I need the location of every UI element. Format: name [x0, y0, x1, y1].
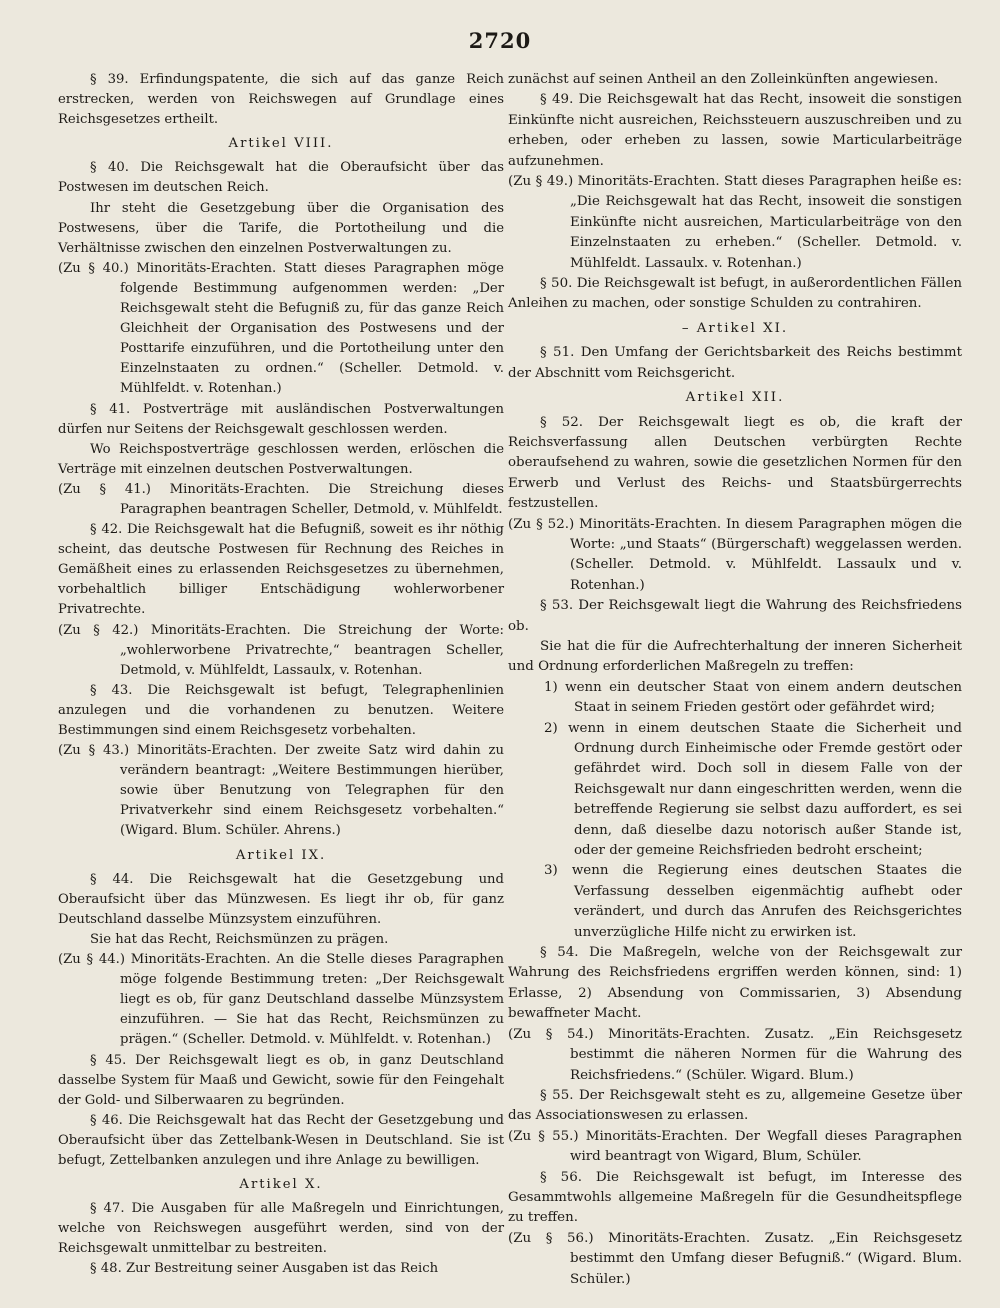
minority-opinion: (Zu § 40.) Minoritäts-Erachten. Statt dieses Paragraphen möge folgende Bestimmung aufgenommen werden: „Der Reichsgewalt steht die Befugniß zu, für das ganze Reich Gleichheit der Organisation des Postwesens und der Posttarife einzuführen, und die Portotheilung unter den Einzelnstaaten zu ordnen.“ (Scheller. Detmold. v. Mühlfeldt. v. Rotenhan.) — [58, 260, 504, 397]
paragraph: § 50. Die Reichsgewalt ist befugt, in außerordentlichen Fällen Anleihen zu machen, oder sonstige Schulden zu contrahiren. — [508, 276, 962, 312]
article-heading: Artikel X. — [239, 1177, 323, 1193]
paragraph: § 42. Die Reichsgewalt hat die Befugniß, soweit es ihr nöthig scheint, das deutsche Postwesen für Rechnung des Reiches in Gemäßheit eines zu erlassenden Reichsgesetzes zu übernehmen, vorbehaltlich billiger Entschädigung wohlerworbener Privatrechte. — [58, 522, 504, 618]
article-heading: Artikel VIII. — [228, 136, 334, 152]
minority-opinion: (Zu § 44.) Minoritäts-Erachten. An die Stelle dieses Paragraphen möge folgende Bestimmung treten: „Der Reichsgewalt liegt es ob, für ganz Deutschland dasselbe Münzsystem einzuführen. — Sie hat das Recht, Reichsmünzen zu prägen.“ (Scheller. Detmold. v. Mühlfeldt. v. Rotenhan.) — [58, 952, 504, 1048]
minority-opinion: (Zu § 54.) Minoritäts-Erachten. Zusatz. „Ein Reichsgesetz bestimmt die näheren Normen für die Wahrung des Reichsfriedens.“ (Schüler. Wigard. Blum.) — [508, 1026, 962, 1083]
paragraph: § 48. Zur Bestreitung seiner Ausgaben ist das Reich — [90, 1261, 439, 1277]
paragraph: § 49. Die Reichsgewalt hat das Recht, insoweit die sonstigen Einkünfte nicht ausreichen, Reichssteuern auszuschreiben und zu erheben, oder erheben zu lassen, sowie Marticularbeiträge aufzunehmen. — [508, 92, 962, 169]
list-item: 3) wenn die Regierung eines deutschen Staates die Verfassung desselben eigenmächtig aufhebt oder verändert, und durch das Anrufen des Reichsgerichtes unverzügliche Hilfe nicht zu erwirken ist. — [544, 863, 962, 940]
article-heading: – Artikel XI. — [681, 320, 789, 336]
minority-opinion: (Zu § 52.) Minoritäts-Erachten. In diesem Paragraphen mögen die Worte: „und Staats“ (Bürgerschaft) weggelassen werden. (Scheller. Detmold. v. Mühlfeldt. Lassaulx und v. Rotenhan.) — [508, 516, 962, 593]
paragraph: § 53. Der Reichsgewalt liegt die Wahrung des Reichsfriedens ob. — [508, 598, 962, 634]
minority-opinion: (Zu § 43.) Minoritäts-Erachten. Der zweite Satz wird dahin zu verändern beantragt: „Weitere Bestimmungen hierüber, sowie über Benutzung von Telegraphen für den Privatverkehr sind einem Reichsgesetz vorbehalten.“ (Wigard. Blum. Schüler. Ahrens.) — [58, 743, 504, 839]
article-heading: Artikel IX. — [235, 847, 327, 863]
list-item: 2) wenn in einem deutschen Staate die Sicherheit und Ordnung durch Einheimische oder Fremde gestört oder gefährdet wird. Doch soll in diesem Falle von der Reichsgewalt nur dann eingeschritten werden, wenn die betreffende Regierung sie selbst dazu auffordert, es sei denn, daß dieselbe dazu notorisch außer Stande ist, oder der gemeine Reichsfrieden bedroht erscheint; — [544, 720, 962, 859]
paragraph: § 55. Der Reichsgewalt steht es zu, allgemeine Gesetze über das Associationswesen zu erlassen. — [508, 1087, 962, 1124]
minority-opinion: (Zu § 42.) Minoritäts-Erachten. Die Streichung der Worte: „wohlerworbene Privatrechte,“ beantragen Scheller, Detmold, v. Mühlfeldt, Lassaulx, v. Rotenhan. — [58, 622, 504, 678]
paragraph: Sie hat das Recht, Reichsmünzen zu prägen. — [90, 931, 389, 947]
paragraph: § 43. Die Reichsgewalt ist befugt, Telegraphenlinien anzulegen und die vorhandenen zu benutzen. Weitere Bestimmungen sind einem Reichsgesetz vorbehalten. — [58, 682, 504, 738]
paragraph: § 45. Der Reichsgewalt liegt es ob, in ganz Deutschland dasselbe System für Maaß und Gewicht, sowie für den Feingehalt der Gold- und Silberwaaren zu begründen. — [58, 1052, 504, 1108]
paragraph: § 41. Postverträge mit ausländischen Postverwaltungen dürfen nur Seitens der Reichsgewalt geschlossen werden. — [58, 401, 504, 437]
paragraph: § 46. Die Reichsgewalt hat das Recht der Gesetzgebung und Oberaufsicht über das Zettelbank-Wesen in Deutschland. Sie ist befugt, Zettelbanken anzulegen und ihre Anlage zu bewilligen. — [58, 1112, 504, 1168]
paragraph: Wo Reichspostverträge geschlossen werden, erlöschen die Verträge mit einzelnen deutschen Postverwaltungen. — [58, 441, 504, 477]
paragraph: Ihr steht die Gesetzgebung über die Organisation des Postwesens, über die Tarife, die Portotheilung und die Verhältnisse zwischen den einzelnen Postverwaltungen zu. — [58, 200, 504, 256]
minority-opinion: (Zu § 56.) Minoritäts-Erachten. Zusatz. „Ein Reichsgesetz bestimmt den Umfang dieser Befugniß.“ (Wigard. Blum. Schüler.) — [508, 1230, 962, 1287]
paragraph: § 54. Die Maßregeln, welche von der Reichsgewalt zur Wahrung des Reichsfriedens ergriffen werden können, sind: 1) Erlasse, 2) Absendung von Commissarien, 3) Absendung bewaffneter Macht. — [508, 945, 962, 1022]
paragraph: § 47. Die Ausgaben für alle Maßregeln und Einrichtungen, welche von Reichswegen ausgeführt werden, sind von der Reichsgewalt unmittelbar zu bestreiten. — [58, 1201, 504, 1257]
list-item: 1) wenn ein deutscher Staat von einem andern deutschen Staat in seinem Frieden gestört oder gefährdet wird; — [544, 679, 962, 716]
right-column — [508, 70, 962, 1290]
paragraph: § 40. Die Reichsgewalt hat die Oberaufsicht über das Postwesen im deutschen Reich. — [58, 160, 504, 196]
paragraph: § 44. Die Reichsgewalt hat die Gesetzgebung und Oberaufsicht über das Münzwesen. Es liegt ihr ob, für ganz Deutschland dasselbe Münzsystem einzuführen. — [58, 871, 504, 927]
page-number: 2720 — [468, 28, 532, 53]
paragraph: § 56. Die Reichsgewalt ist befugt, im Interesse des Gesammtwohls allgemeine Maßregeln für die Gesundheitspflege zu treffen. — [508, 1169, 962, 1226]
paragraph-continuation: zunächst auf seinen Antheil an den Zolleinkünften angewiesen. — [508, 72, 939, 87]
paragraph: § 51. Den Umfang der Gerichtsbarkeit des Reichs bestimmt der Abschnitt vom Reichsgericht. — [508, 345, 962, 381]
paragraph: Sie hat die für die Aufrechterhaltung der inneren Sicherheit und Ordnung erforderlichen Maßregeln zu treffen: — [508, 638, 962, 675]
article-heading: Artikel XII. — [685, 390, 785, 406]
minority-opinion: (Zu § 41.) Minoritäts-Erachten. Die Streichung dieses Paragraphen beantragen Scheller, Detmold, v. Mühlfeldt. — [58, 481, 504, 517]
paragraph: § 39. Erfindungspatente, die sich auf das ganze Reich erstrecken, werden von Reichswegen auf Grundlage eines Reichsgesetzes ertheilt. — [58, 72, 504, 128]
left-column — [58, 70, 504, 1280]
minority-opinion: (Zu § 49.) Minoritäts-Erachten. Statt dieses Paragraphen heiße es: „Die Reichsgewalt hat das Recht, insoweit die sonstigen Einkünfte nicht ausreichen, Marticularbeiträge von den Einzelnstaaten zu erheben.“ (Scheller. Detmold. v. Mühlfeldt. Lassaulx. v. Rotenhan.) — [508, 174, 962, 271]
paragraph: § 52. Der Reichsgewalt liegt es ob, die kraft der Reichsverfassung allen Deutschen verbürgten Rechte oberaufsehend zu wahren, sowie die gesetzlichen Normen für den Erwerb und Verlust des Reichs- und Staatsbürgerrechts festzustellen. — [508, 414, 962, 512]
minority-opinion: (Zu § 55.) Minoritäts-Erachten. Der Wegfall dieses Paragraphen wird beantragt von Wigard, Blum, Schüler. — [508, 1128, 962, 1165]
